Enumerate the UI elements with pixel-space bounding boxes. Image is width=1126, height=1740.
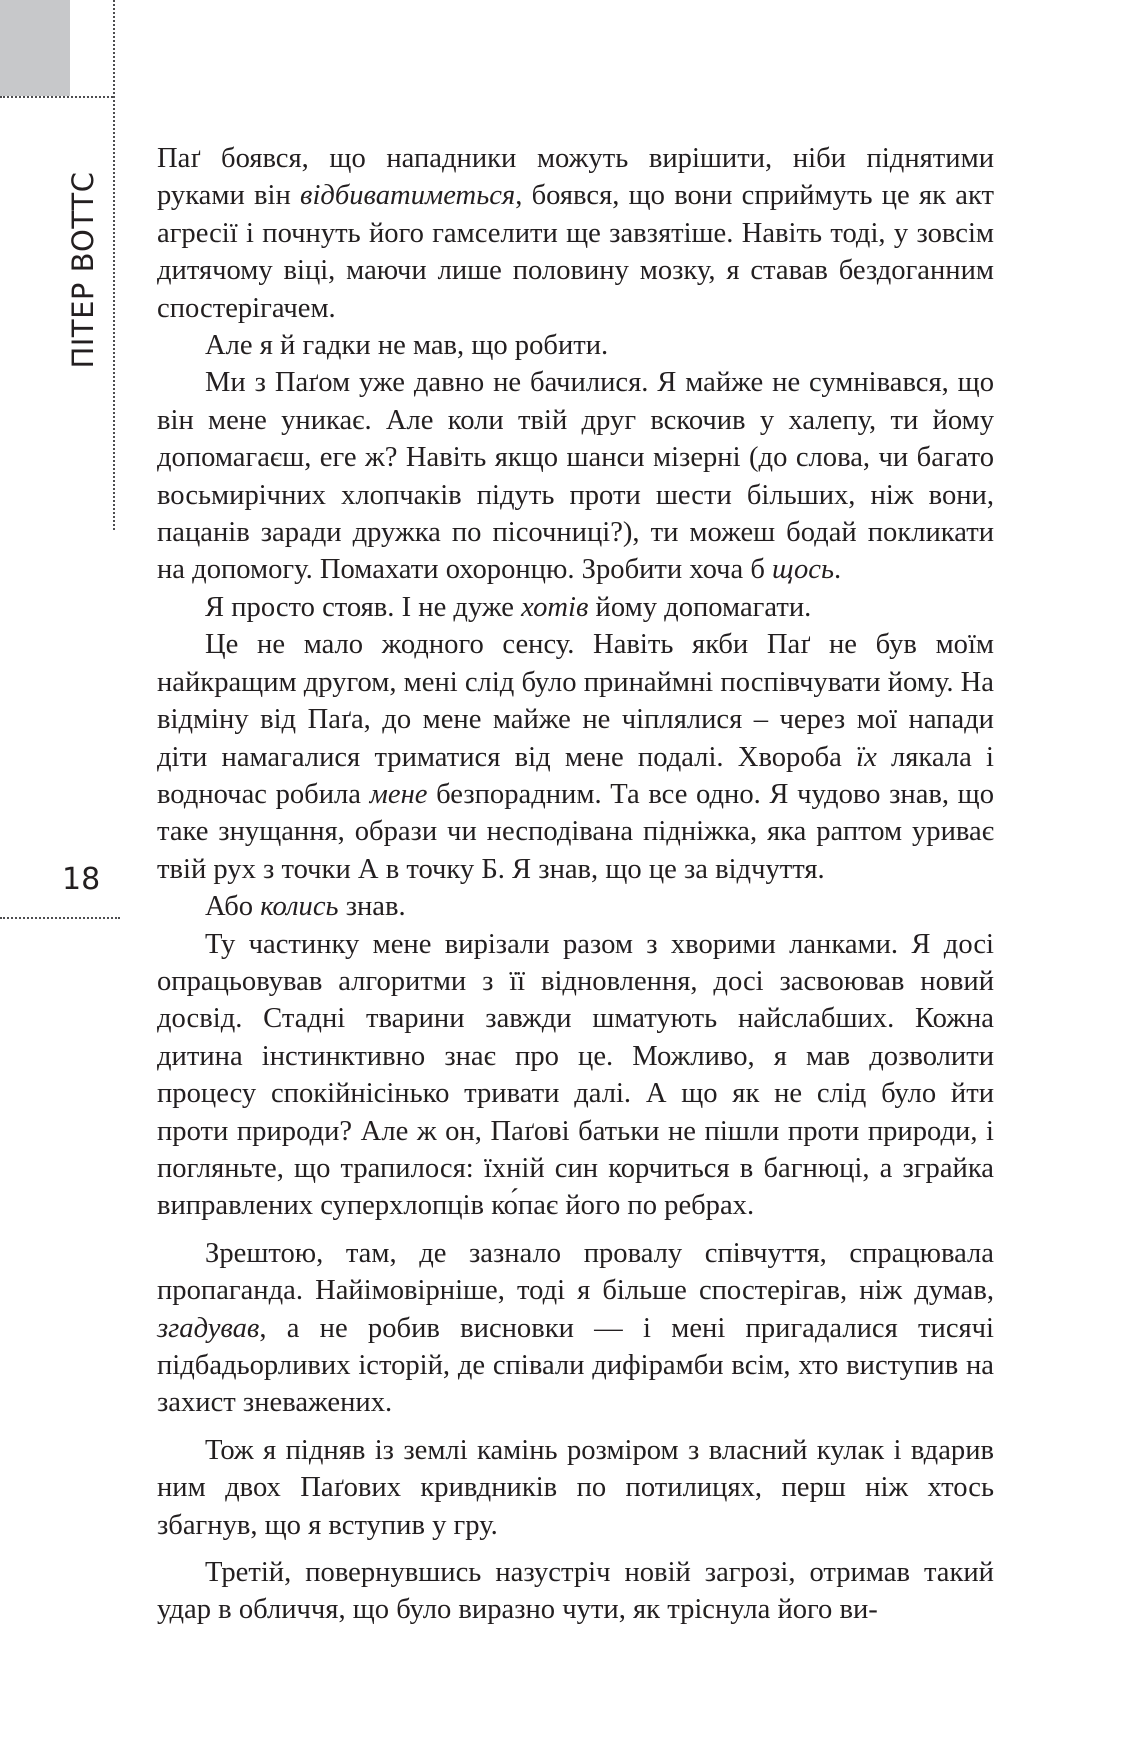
dotted-rule-vertical (113, 0, 115, 530)
paragraph (157, 589, 994, 626)
italic-text: хотів (521, 591, 589, 623)
italic-text: мене (369, 778, 428, 810)
paragraph (157, 1432, 994, 1544)
text-run: Зрештою, там, де зазнало провалу співчуття, спрацювала пропаганда. Найімовірніше, тоді я більше спостерігав, ніж думав, (157, 1237, 994, 1307)
paragraph (157, 1235, 994, 1422)
running-head-author: ПІТЕР ВОТТС (66, 171, 100, 369)
italic-text: згадував (157, 1312, 260, 1344)
text-run: . (833, 554, 842, 586)
text-run: Або (205, 891, 261, 923)
dotted-rule-top (0, 96, 113, 98)
text-run: безпорадним. Та все одно. Я чудово знав, що таке знущання, образи чи несподівана підніжка, яка раптом уриває твій рух з точки А в точку Б. Я знав, що це за відчуття. (157, 778, 994, 885)
italic-text: відбиватиметься (300, 180, 516, 212)
text-run: йому допомагати. (588, 591, 812, 623)
text-run: Паґ боявся, що нападники можуть вирішити, ніби піднятими руками він (157, 143, 994, 212)
text-run: , а не робив висновки — і мені пригадалися тисячі підбадьорливих історій, де співали дифірамби всім, хто виступив на захист зневажених. (157, 1312, 994, 1419)
paragraph (157, 1554, 994, 1629)
text-run: Тож я підняв із землі камінь розміром з власний кулак і вдарив ним двох Паґових кривдників по потилицях, перш ніж хтось збагнув, що я вступив у гру. (157, 1434, 994, 1541)
text-run: , боявся, що вони сприймуть це як акт агресії і почнуть його гамселити ще завзятіше. Навіть тоді, у зовсім дитячому віці, маючи лише половину мозку, я ставав бездоганним спостерігачем. (157, 180, 994, 324)
italic-text: їх (856, 741, 877, 773)
paragraph (157, 926, 994, 1225)
paragraph (157, 364, 994, 588)
text-run: Ту частинку мене вирізали разом з хворими ланками. Я досі опрацьовував алгоритми з її відновлення, досі засвоював новий досвід. Стадні тварини завжди шматують найслабших. Кожна дитина інстинктивно знає про це. Можливо, я мав дозволити процесу спокійнісінько тривати далі. А що як не слід було йти проти природи? Але ж он, Паґові батьки не пішли проти природи, і погляньте, що трапилося: їхній син корчиться в багнюці, а зграйка виправлених суперхлопців ко́пає його по ребрах. (157, 928, 994, 1222)
corner-tab-decoration (0, 0, 70, 96)
italic-text: щось (772, 554, 834, 586)
text-run: Ми з Паґом уже давно не бачилися. Я майже не сумнівався, що він мене уникає. Але коли твій друг вскочив у халепу, ти йому допомагаєш, еге ж? Навіть якщо шанси мізерні (до слова, чи багато восьмирічних хлопчаків підуть проти шести більших, ніж вони, пацанів заради дружка по пісочниці?), ти можеш бодай покликати на допомогу. Помахати охоронцю. Зробити хоча б (157, 367, 994, 586)
text-run: Але я й гадки не мав, що робити. (205, 330, 609, 362)
text-run: лякала і водночас робила (157, 741, 994, 810)
text-run: Третій, повернувшись назустріч новій загрозі, отримав такий удар в обличчя, що було виразно чути, як тріснула його ви- (157, 1557, 994, 1626)
body-text (157, 140, 994, 1629)
paragraph (157, 888, 994, 925)
paragraph (157, 327, 994, 364)
text-run: Це не мало жодного сенсу. Навіть якби Паґ не був моїм найкращим другом, мені слід було принаймні поспівчувати йому. На відміну від Паґа, до мене майже не чіплялися – через мої напади діти намагалися триматися від мене подалі. Хвороба (157, 629, 994, 773)
text-run: Я просто стояв. І не дуже (205, 591, 522, 623)
dotted-rule-folio (0, 917, 120, 919)
paragraph (157, 626, 994, 888)
italic-text: колись (260, 891, 339, 923)
page-number: 18 (62, 862, 101, 897)
text-run: знав. (338, 891, 406, 923)
paragraph (157, 140, 994, 327)
